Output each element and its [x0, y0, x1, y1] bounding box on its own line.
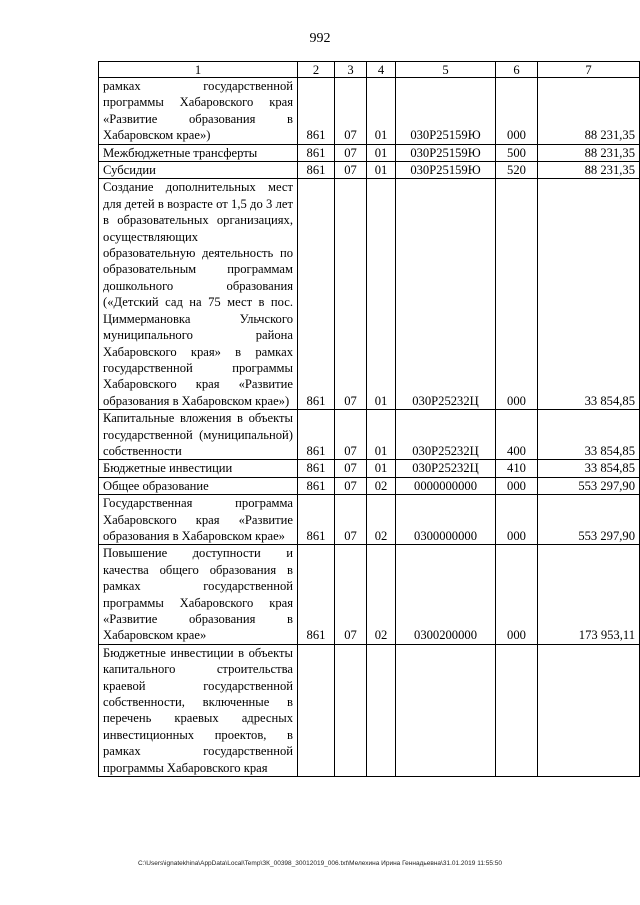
column-header: 3 — [335, 62, 367, 78]
cell-target-article: 0300000000 — [396, 495, 496, 545]
cell-amount: 33 854,85 — [538, 410, 640, 460]
cell-target-article: 030Р25232Ц — [396, 460, 496, 477]
cell-section: 07 — [335, 144, 367, 161]
row-description: Капитальные вложения в объекты государственной (муниципальной) собственности — [99, 410, 298, 460]
column-header: 2 — [298, 62, 335, 78]
cell-amount: 553 297,90 — [538, 495, 640, 545]
cell-expense-type: 400 — [496, 410, 538, 460]
page-number: 992 — [309, 31, 331, 46]
table-row — [99, 410, 640, 460]
table-row — [99, 162, 640, 179]
cell-expense-type: 000 — [496, 78, 538, 145]
cell-target-article — [396, 644, 496, 776]
cell-ministry-code: 861 — [298, 460, 335, 477]
table-row — [99, 495, 640, 545]
cell-section — [335, 644, 367, 776]
cell-amount: 88 231,35 — [538, 78, 640, 145]
cell-section: 07 — [335, 78, 367, 145]
cell-section: 07 — [335, 477, 367, 494]
cell-target-article: 0300200000 — [396, 545, 496, 644]
cell-target-article: 030Р25232Ц — [396, 179, 496, 410]
cell-subsection: 01 — [367, 78, 396, 145]
row-description: Общее образование — [99, 477, 298, 494]
cell-expense-type: 500 — [496, 144, 538, 161]
cell-ministry-code — [298, 644, 335, 776]
cell-amount: 88 231,35 — [538, 162, 640, 179]
row-description: рамках государственной программы Хабаровского края «Развитие образования в Хабаровском крае») — [99, 78, 298, 145]
cell-expense-type: 000 — [496, 495, 538, 545]
cell-subsection: 01 — [367, 144, 396, 161]
cell-subsection: 02 — [367, 477, 396, 494]
cell-target-article: 030Р25159Ю — [396, 78, 496, 145]
cell-subsection: 01 — [367, 410, 396, 460]
table-row — [99, 644, 640, 776]
cell-expense-type: 520 — [496, 162, 538, 179]
table-row — [99, 545, 640, 644]
cell-expense-type: 000 — [496, 179, 538, 410]
file-path-footer: C:\Users\ignatekhina\AppData\Local\Temp\ЗК_00398_30012019_006.txt\Мелехина Ирина Геннадьевна\31.01.2019 11:55:50 — [137, 860, 503, 867]
cell-subsection: 02 — [367, 495, 396, 545]
cell-section: 07 — [335, 460, 367, 477]
cell-expense-type: 410 — [496, 460, 538, 477]
cell-amount: 88 231,35 — [538, 144, 640, 161]
table-row — [99, 477, 640, 494]
cell-section: 07 — [335, 162, 367, 179]
cell-subsection: 01 — [367, 460, 396, 477]
table-row — [99, 144, 640, 161]
cell-subsection: 02 — [367, 545, 396, 644]
cell-amount — [538, 644, 640, 776]
cell-expense-type — [496, 644, 538, 776]
cell-ministry-code: 861 — [298, 410, 335, 460]
column-header: 1 — [99, 62, 298, 78]
row-description: Бюджетные инвестиции — [99, 460, 298, 477]
column-header: 6 — [496, 62, 538, 78]
cell-subsection — [367, 644, 396, 776]
cell-amount: 173 953,11 — [538, 545, 640, 644]
cell-ministry-code: 861 — [298, 162, 335, 179]
cell-expense-type: 000 — [496, 477, 538, 494]
cell-amount: 553 297,90 — [538, 477, 640, 494]
cell-expense-type: 000 — [496, 545, 538, 644]
cell-ministry-code: 861 — [298, 477, 335, 494]
cell-amount: 33 854,85 — [538, 179, 640, 410]
cell-target-article: 030Р25232Ц — [396, 410, 496, 460]
row-description: Субсидии — [99, 162, 298, 179]
budget-table — [98, 61, 640, 777]
cell-section: 07 — [335, 495, 367, 545]
cell-amount: 33 854,85 — [538, 460, 640, 477]
row-description: Межбюджетные трансферты — [99, 144, 298, 161]
table-row — [99, 179, 640, 410]
table-row — [99, 78, 640, 145]
cell-subsection: 01 — [367, 179, 396, 410]
cell-ministry-code: 861 — [298, 179, 335, 410]
cell-target-article: 030Р25159Ю — [396, 144, 496, 161]
column-header: 5 — [396, 62, 496, 78]
cell-section: 07 — [335, 545, 367, 644]
cell-section: 07 — [335, 410, 367, 460]
cell-section: 07 — [335, 179, 367, 410]
cell-ministry-code: 861 — [298, 78, 335, 145]
row-description: Создание дополнительных мест для детей в возрасте от 1,5 до 3 лет в образовательных организациях, осуществляющих образовательную деятельность по образовательным программам дошкольного образования («Детский сад на 75 мест в пос. Циммермановка Ульчского муниципального района Хабаровского края» в рамках государственной программы Хабаровского края «Развитие образования в Хабаровском крае») — [99, 179, 298, 410]
cell-ministry-code: 861 — [298, 545, 335, 644]
table-row — [99, 460, 640, 477]
cell-ministry-code: 861 — [298, 495, 335, 545]
row-description: Государственная программа Хабаровского края «Развитие образования в Хабаровском крае» — [99, 495, 298, 545]
row-description: Бюджетные инвестиции в объекты капитального строительства краевой государственной собственности, включенные в перечень краевых адресных инвестиционных проектов, в рамках государственной программы Хабаровского края — [99, 644, 298, 776]
row-description: Повышение доступности и качества общего образования в рамках государственной программы Хабаровского края «Развитие образования в Хабаровском крае» — [99, 545, 298, 644]
column-header: 4 — [367, 62, 396, 78]
cell-target-article: 030Р25159Ю — [396, 162, 496, 179]
cell-target-article: 0000000000 — [396, 477, 496, 494]
cell-ministry-code: 861 — [298, 144, 335, 161]
table-header-row — [99, 62, 640, 78]
cell-subsection: 01 — [367, 162, 396, 179]
column-header: 7 — [538, 62, 640, 78]
